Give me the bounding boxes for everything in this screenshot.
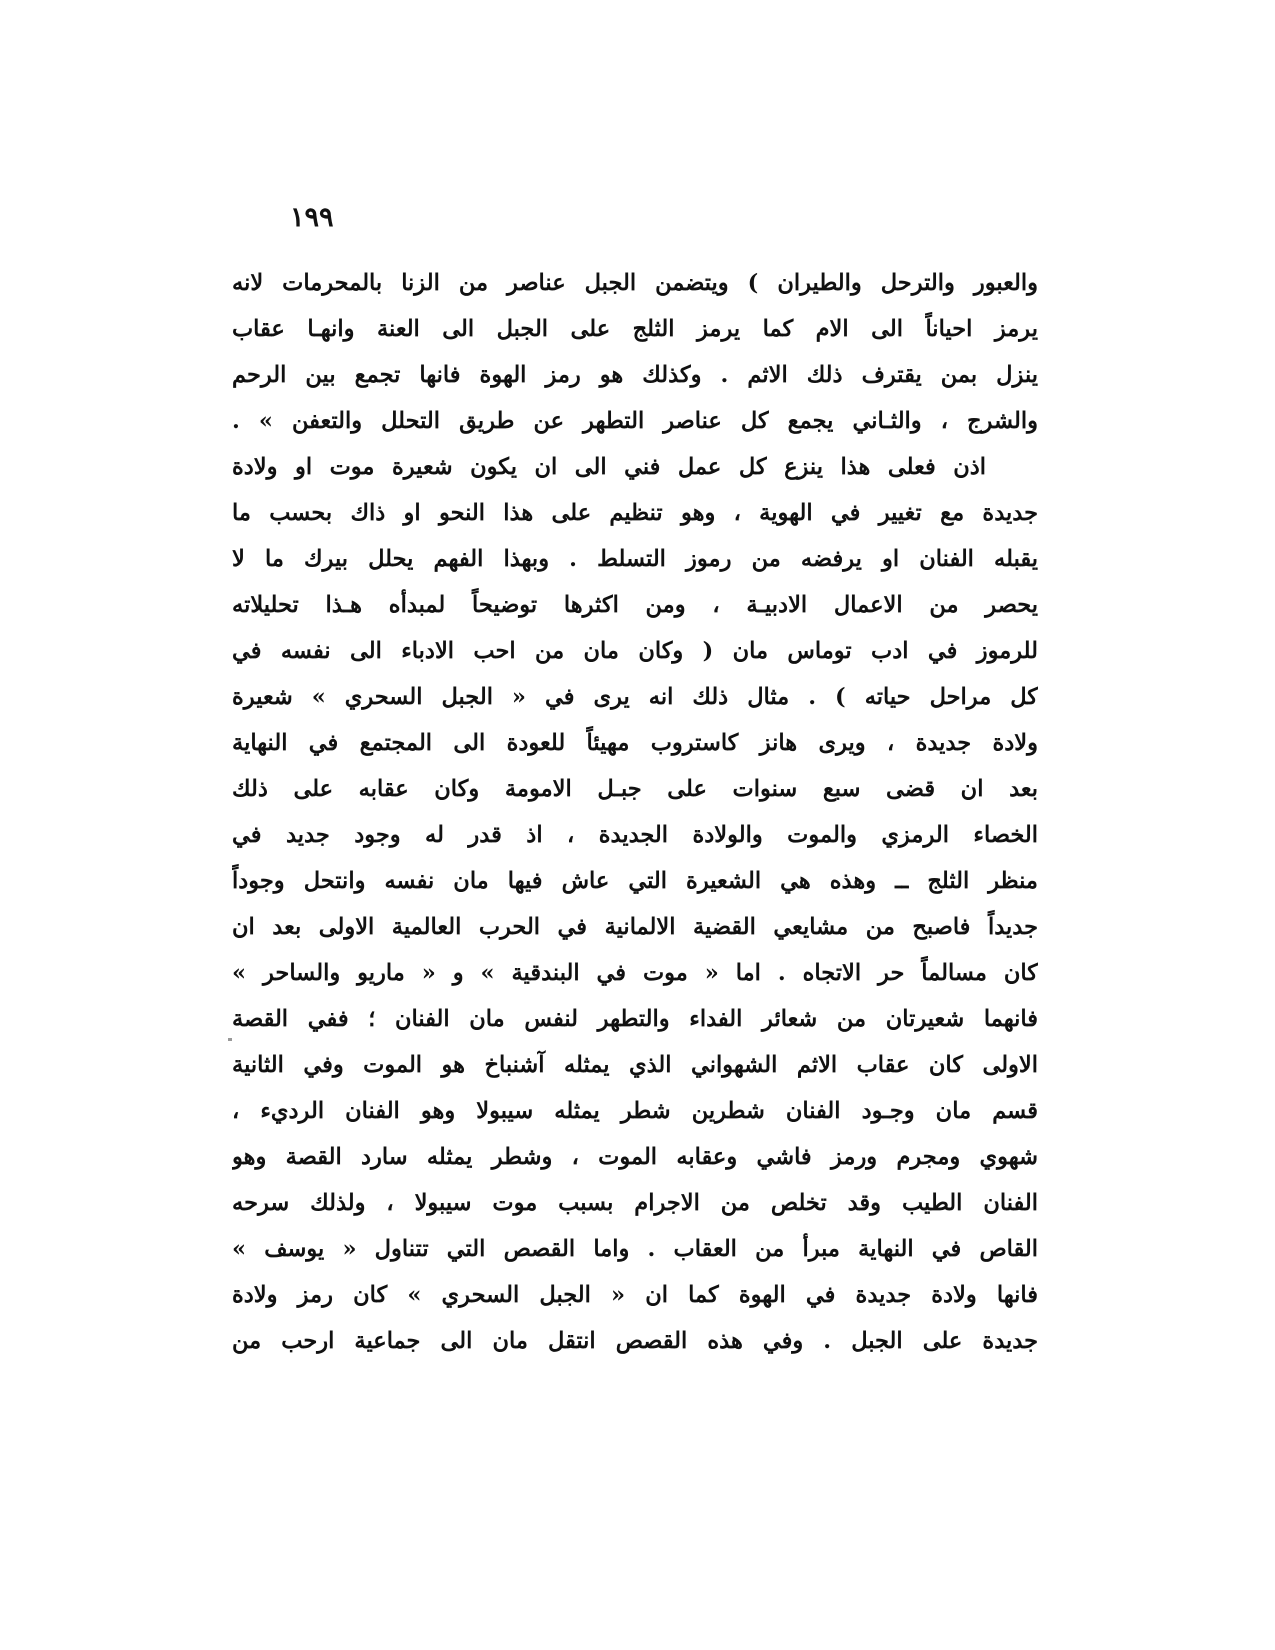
text-line: جديداً فاصبح من مشايعي القضية الالمانية في الحرب العالمية الاولى بعد ان (232, 914, 1038, 940)
text-line: الاولى كان عقاب الاثم الشهواني الذي يمثله آشنباخ هو الموت وفي الثانية (232, 1052, 1038, 1078)
text-line: القاص في النهاية مبرأ من العقاب . واما القصص التي تتناول « يوسف » (232, 1236, 1038, 1262)
paragraph-first-line: اذن فعلى هذا ينزع كل عمل فني الى ان يكون شعيرة موت او ولادة (232, 454, 986, 480)
text-line: كل مراحل حياته ) . مثال ذلك انه يرى في « الجبل السحري » شعيرة (232, 684, 1038, 710)
text-line: شهوي ومجرم ورمز فاشي وعقابه الموت ، وشطر يمثله سارد القصة وهو (232, 1144, 1038, 1170)
body-text (232, 260, 1038, 1364)
page-number: ١٩٩ (290, 202, 334, 233)
text-line: الفنان الطيب وقد تخلص من الاجرام بسبب موت سيبولا ، ولذلك سرحه (232, 1190, 1038, 1216)
text-line: يرمز احياناً الى الام كما يرمز الثلج على الجبل الى العنة وانهـا عقاب (232, 316, 1038, 342)
text-line: منظر الثلج ــ وهذه هي الشعيرة التي عاش فيها مان نفسه وانتحل وجوداً (232, 868, 1038, 894)
text-line: بعد ان قضى سبع سنوات على جبـل الامومة وكان عقابه على ذلك (232, 776, 1038, 802)
text-line: يحصر من الاعمال الادبيـة ، ومن اكثرها توضيحاً لمبدأه هـذا تحليلاته (232, 592, 1038, 618)
text-line: كان مسالماً حر الاتجاه . اما « موت في البندقية » و « ماريو والساحر » (232, 960, 1038, 986)
text-line: قسم مان وجـود الفنان شطرين شطر يمثله سيبولا وهو الفنان الرديء ، (232, 1098, 1038, 1124)
text-line: فانها ولادة جديدة في الهوة كما ان « الجبل السحري » كان رمز ولادة (232, 1282, 1038, 1308)
text-line: للرموز في ادب توماس مان ( وكان مان من احب الادباء الى نفسه في (232, 638, 1038, 664)
text-line: ينزل بمن يقترف ذلك الاثم . وكذلك هو رمز الهوة فانها تجمع بين الرحم (232, 362, 1038, 388)
text-line: يقبله الفنان او يرفضه من رموز التسلط . وبهذا الفهم يحلل بيرك ما لا (232, 546, 1038, 572)
text-line: والشرج ، والثـاني يجمع كل عناصر التطهر عن طريق التحلل والتعفن » . (232, 408, 1038, 434)
text-line: ولادة جديدة ، ويرى هانز كاستروب مهيئاً للعودة الى المجتمع في النهاية (232, 730, 1038, 756)
text-line: جديدة على الجبل . وفي هذه القصص انتقل مان الى جماعية ارحب من (232, 1328, 1038, 1354)
text-line: جديدة مع تغيير في الهوية ، وهو تنظيم على هذا النحو او ذاك بحسب ما (232, 500, 1038, 526)
text-line: الخصاء الرمزي والموت والولادة الجديدة ، اذ قدر له وجود جديد في (232, 822, 1038, 848)
scan-speck (228, 1038, 232, 1041)
text-line: والعبور والترحل والطيران ) ويتضمن الجبل عناصر من الزنا بالمحرمات لانه (232, 270, 1038, 296)
text-line: فانهما شعيرتان من شعائر الفداء والتطهر لنفس مان الفنان ؛ ففي القصة (232, 1006, 1038, 1032)
